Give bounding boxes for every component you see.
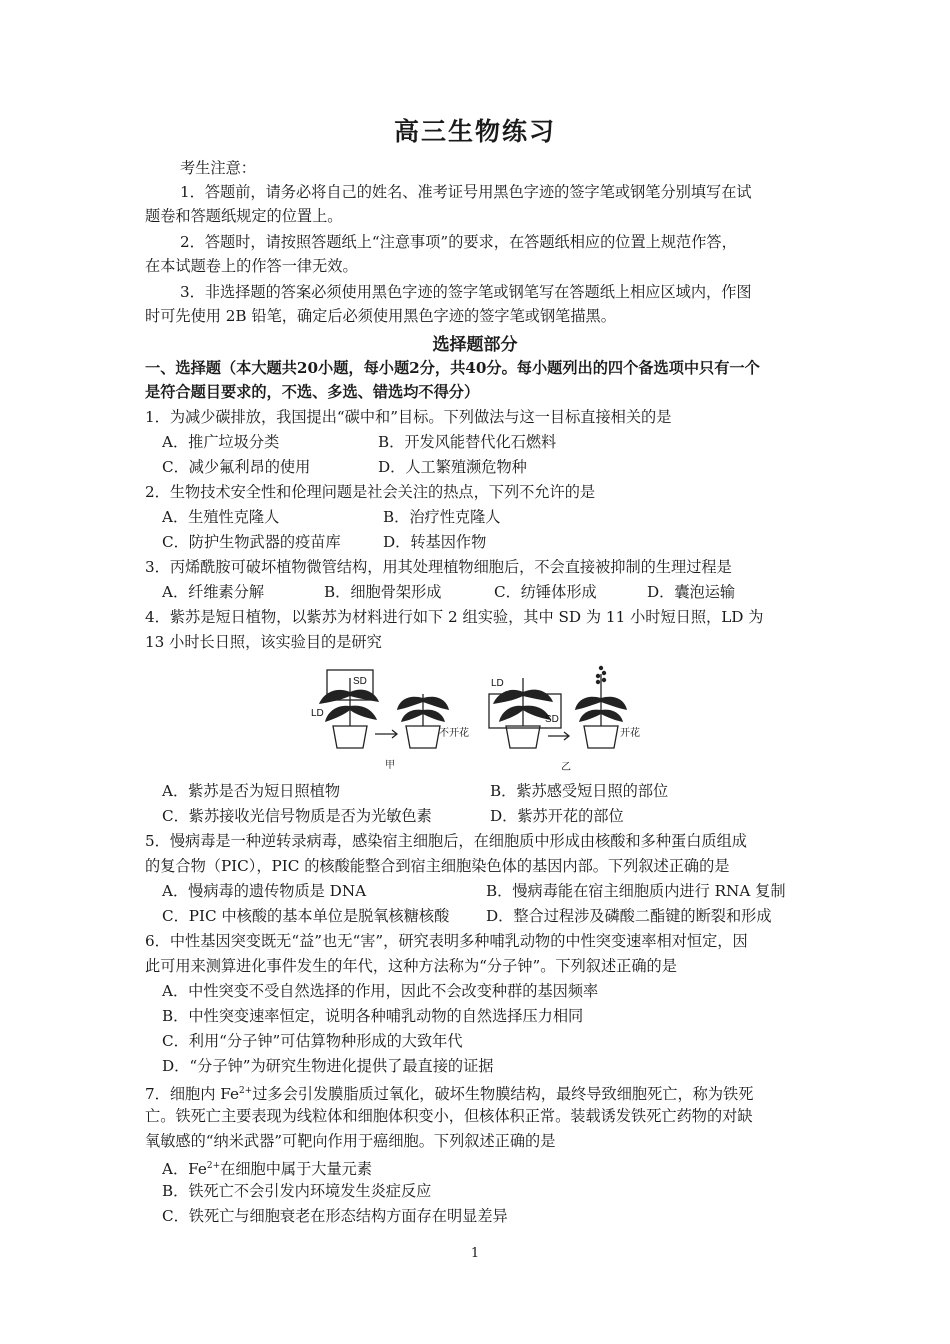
leaf bbox=[325, 706, 350, 722]
q5-option-b: B．慢病毒能在宿主细胞质内进行 RNA 复制 bbox=[486, 882, 786, 900]
notice-item-1: 1．答题前，请务必将自己的姓名、准考证号用黑色字迹的签字笔或钢笔分别填写在试 bbox=[180, 183, 752, 201]
leaf bbox=[579, 710, 601, 722]
q5-option-d: D．整合过程涉及磷酸二酯键的断裂和形成 bbox=[486, 907, 772, 925]
q4-option-b: B．紫苏感受短日照的部位 bbox=[490, 782, 669, 800]
flower-bud bbox=[596, 674, 600, 678]
question-5-stem-cont: 的复合物（PIC），PIC 的核酸能整合到宿主细胞染色体的基因内部。下列叙述正确的是 bbox=[145, 857, 730, 875]
question-7-stem bbox=[145, 1081, 753, 1104]
q3-option-c: C．纺锤体形成 bbox=[494, 583, 597, 601]
leaf bbox=[423, 697, 449, 710]
leaf bbox=[523, 690, 553, 702]
leaf bbox=[575, 697, 601, 710]
question-3-stem: 3．丙烯酰胺可破坏植物微管结构，用其处理植物细胞后，不会直接被抑制的生理过程是 bbox=[145, 558, 732, 576]
notice-item-3: 3．非选择题的答案必须使用黑色字迹的签字笔或钢笔写在答题纸上相应区域内，作图 bbox=[180, 283, 752, 301]
part1-instructions-cont: 是符合题目要求的，不选、多选、错选均不得分） bbox=[145, 383, 480, 401]
q6-option-d: D．“分子钟”为研究生物进化提供了最直接的证据 bbox=[162, 1057, 494, 1075]
label-sd-yi: SD bbox=[545, 714, 559, 725]
q7-option-a bbox=[162, 1156, 372, 1179]
notice-item-3-cont: 时可先使用 2B 铅笔，确定后必须使用黑色字迹的签字笔或钢笔描黑。 bbox=[145, 307, 616, 325]
leaf bbox=[499, 706, 523, 722]
notice-item-2-cont: 在本试题卷上的作答一律无效。 bbox=[145, 257, 358, 275]
arrow-yi bbox=[548, 732, 569, 740]
q3-option-d: D．囊泡运输 bbox=[647, 583, 736, 601]
q7-option-b: B．铁死亡不会引发内环境发生炎症反应 bbox=[162, 1182, 432, 1200]
experiment-figure bbox=[305, 664, 650, 774]
question-7-stem-cont: 亡。铁死亡主要表现为线粒体和细胞体积变小，但核体积正常。装载诱发铁死亡药物的对缺 bbox=[145, 1107, 753, 1125]
q4-option-d: D．紫苏开花的部位 bbox=[490, 807, 624, 825]
leaf bbox=[350, 706, 377, 720]
q6-option-b: B．中性突变速率恒定，说明各种哺乳动物的自然选择压力相同 bbox=[162, 1007, 584, 1025]
page-number: 1 bbox=[470, 1246, 480, 1261]
section-title: 选择题部分 bbox=[432, 335, 518, 355]
q2-option-c: C．防护生物武器的疫苗库 bbox=[162, 533, 341, 551]
q2-option-d: D．转基因作物 bbox=[383, 533, 487, 551]
q3-option-a: A．纤维素分解 bbox=[162, 583, 265, 601]
arrow-jia bbox=[375, 730, 397, 738]
question-5-stem: 5．慢病毒是一种逆转录病毒，感染宿主细胞后，在细胞质中形成由核酸和多种蛋白质组成 bbox=[145, 832, 747, 850]
flower-bud bbox=[602, 671, 606, 675]
pot-2 bbox=[406, 726, 440, 748]
flower-bud bbox=[596, 680, 600, 684]
label-jia: 甲 bbox=[385, 760, 395, 771]
question-7-stem-cont2: 氧敏感的“纳米武器”可靶向作用于癌细胞。下列叙述正确的是 bbox=[145, 1132, 556, 1150]
q7-a-post: 在细胞中属于大量元素 bbox=[220, 1160, 373, 1179]
q7-a-pre: A．Fe bbox=[162, 1160, 207, 1179]
question-6-stem-cont: 此可用来测算进化事件发生的年代，这种方法称为“分子钟”。下列叙述正确的是 bbox=[145, 957, 677, 975]
label-sd-jia: SD bbox=[353, 676, 367, 687]
page-title: 高三生物练习 bbox=[393, 117, 556, 146]
question-6-stem: 6．中性基因突变既无“益”也无“害”，研究表明多种哺乳动物的中性突变速率相对恒定，因 bbox=[145, 932, 748, 950]
pot-4 bbox=[584, 726, 618, 748]
q1-option-c: C．减少氟利昂的使用 bbox=[162, 458, 311, 476]
label-ld-yi: LD bbox=[491, 678, 504, 689]
q6-option-a: A．中性突变不受自然选择的作用，因此不会改变种群的基因频率 bbox=[162, 982, 599, 1000]
question-2-stem: 2．生物技术安全性和伦理问题是社会关注的热点，下列不允许的是 bbox=[145, 483, 596, 501]
leaf bbox=[601, 697, 627, 710]
q4-option-a: A．紫苏是否为短日照植物 bbox=[162, 782, 341, 800]
q2-option-b: B．治疗性克隆人 bbox=[383, 508, 501, 526]
q7-a-sup: 2+ bbox=[206, 1161, 221, 1171]
pot-1 bbox=[333, 726, 367, 748]
leaf bbox=[493, 690, 523, 704]
question-4-stem: 4．紫苏是短日植物，以紫苏为材料进行如下 2 组实验，其中 SD 为 11 小时短日照，LD 为 bbox=[145, 608, 764, 626]
label-yi: 乙 bbox=[561, 762, 571, 773]
q5-option-c: C．PIC 中核酸的基本单位是脱氧核糖核酸 bbox=[162, 907, 450, 925]
q7-stem-pre: 7．细胞内 Fe bbox=[145, 1085, 239, 1104]
q5-option-a: A．慢病毒的遗传物质是 DNA bbox=[162, 882, 367, 900]
leaf bbox=[601, 710, 623, 722]
leaf bbox=[397, 697, 423, 710]
q2-option-a: A．生殖性克隆人 bbox=[162, 508, 280, 526]
leaf bbox=[319, 690, 350, 704]
label-ld-jia: LD bbox=[311, 708, 324, 719]
question-1-stem: 1．为减少碳排放，我国提出“碳中和”目标。下列做法与这一目标直接相关的是 bbox=[145, 408, 672, 426]
notice-heading: 考生注意： bbox=[180, 159, 256, 177]
question-4-stem-cont: 13 小时长日照，该实验目的是研究 bbox=[145, 633, 382, 651]
notice-item-2: 2．答题时，请按照答题纸上“注意事项”的要求，在答题纸相应的位置上规范作答， bbox=[180, 233, 737, 251]
q3-option-b: B．细胞骨架形成 bbox=[324, 583, 442, 601]
q7-stem-sup: 2+ bbox=[238, 1086, 253, 1096]
label-no-flower: 不开花 bbox=[439, 728, 469, 739]
q1-option-b: B．开发风能替代化石燃料 bbox=[378, 433, 557, 451]
q1-option-a: A．推广垃圾分类 bbox=[162, 433, 280, 451]
leaf bbox=[423, 710, 445, 722]
leaf bbox=[401, 710, 423, 722]
flower-bud bbox=[602, 678, 606, 682]
pot-3 bbox=[506, 726, 540, 748]
label-flower: 开花 bbox=[620, 728, 640, 739]
q1-option-d: D．人工繁殖濒危物种 bbox=[378, 458, 527, 476]
notice-item-1-cont: 题卷和答题纸规定的位置上。 bbox=[145, 207, 343, 225]
q6-option-c: C．利用“分子钟”可估算物种形成的大致年代 bbox=[162, 1032, 463, 1050]
part1-instructions: 一、选择题（本大题共20小题，每小题2分，共40分。每小题列出的四个备选项中只有一个 bbox=[145, 359, 760, 377]
q7-stem-post: 过多会引发膜脂质过氧化，破坏生物膜结构，最终导致细胞死亡，称为铁死 bbox=[252, 1085, 754, 1104]
q7-option-c: C．铁死亡与细胞衰老在形态结构方面存在明显差异 bbox=[162, 1207, 508, 1225]
flower-bud bbox=[599, 666, 603, 670]
q4-option-c: C．紫苏接收光信号物质是否为光敏色素 bbox=[162, 807, 432, 825]
